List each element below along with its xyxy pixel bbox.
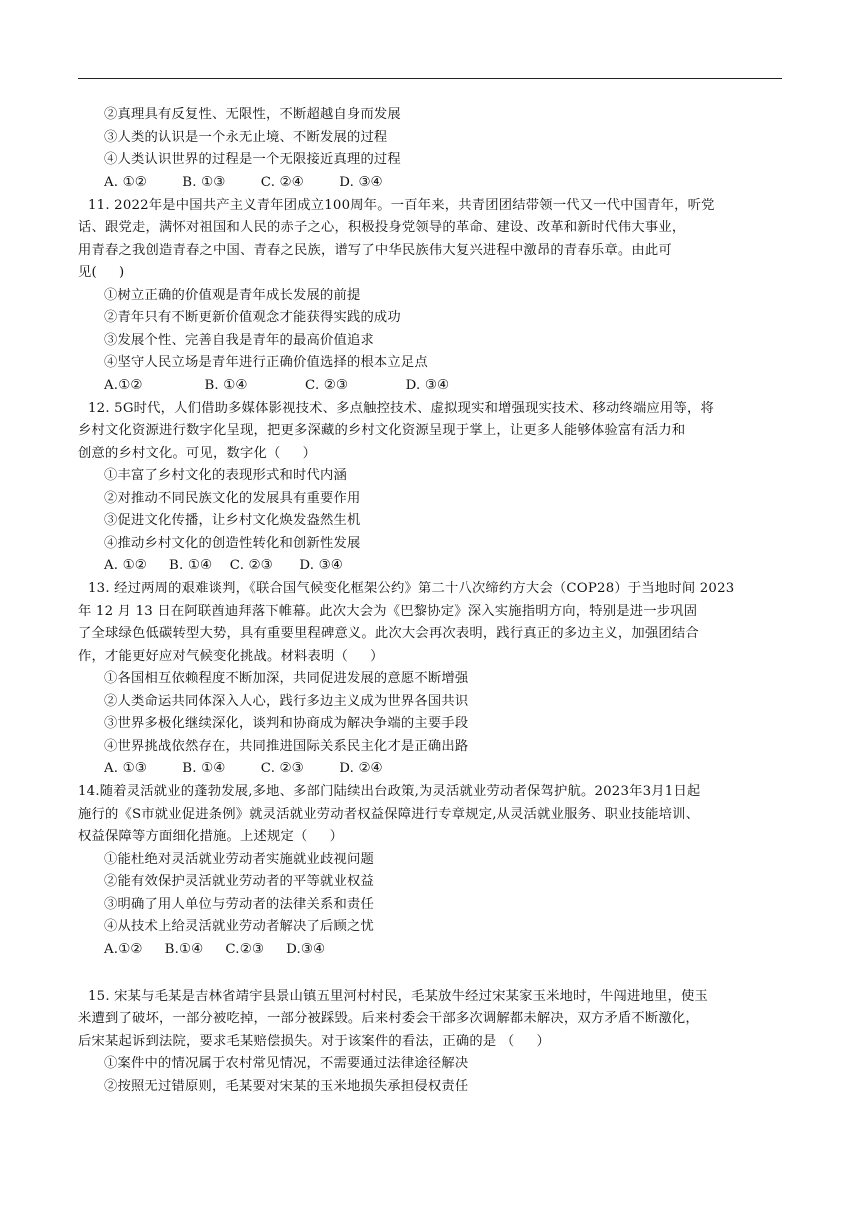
q13-stem-line-2: 年 12 月 13 日在阿联酋迪拜落下帷幕。此次大会为《巴黎协定》深入实施指明方向，特别是进一步巩固 [78,604,698,619]
q10-choices: A. ①② B. ①③ C. ②④ D. ③④ [104,175,383,190]
q15-stem-line-3: 后宋某起诉到法院，要求毛某赔偿损失。对于该案件的看法，正确的是 （ ） [78,1034,550,1049]
q11-stem-line-4: 见( ) [78,265,125,280]
q14-option-4: ④从技术上给灵活就业劳动者解决了后顾之忧 [104,919,374,934]
q12-option-4: ④推动乡村文化的创造性转化和创新性发展 [104,536,361,551]
q14-stem-line-2: 施行的《S市就业促进条例》就灵活就业劳动者权益保障进行专章规定,从灵活就业服务、职业技能培训、 [78,807,700,822]
q11-option-1: ①树立正确的价值观是青年成长发展的前提 [104,288,361,303]
q13-stem-line-1: 13. 经过两周的艰难谈判，《联合国气候变化框架公约》第二十八次缔约方大会（COP28）于当地时间 2023 [88,581,735,596]
q14-option-1: ①能杜绝对灵活就业劳动者实施就业歧视问题 [104,852,374,867]
q12-choices: A. ①② B. ①④ C. ②③ D. ③④ [104,558,343,573]
q11-option-3: ③发展个性、完善自我是青年的最高价值追求 [104,333,374,348]
q10-option-3: ③人类的认识是一个永无止境、不断发展的过程 [104,130,388,145]
q14-stem-line-3: 权益保障等方面细化措施。上述规定（ ） [78,829,344,844]
q15-option-1: ①案件中的情况属于农村常见情况，不需要通过法律途径解决 [104,1056,469,1071]
q13-stem-line-3: 了全球绿色低碳转型大势，具有重要里程碑意义。此次大会再次表明，践行真正的多边主义，加强团结合 [78,626,699,641]
q15-stem-line-2: 米遭到了破坏，一部分被吃掉，一部分被踩毁。后来村委会干部多次调解都未解决，双方矛盾不断激化， [78,1011,699,1026]
q11-stem-line-1: 11. 2022年是中国共产主义青年团成立100周年。一百年来，共青团团结带领一代又一代中国青年，听党 [88,198,715,213]
q14-stem-line-1: 14.随着灵活就业的蓬勃发展,多地、多部门陆续出台政策,为灵活就业劳动者保驾护航。2023年3月1日起 [78,784,701,799]
q15-stem-line-1: 15. 宋某与毛某是吉林省靖宇县景山镇五里河村村民，毛某放牛经过宋某家玉米地时，牛闯进地里，使玉 [88,989,709,1004]
q13-stem-line-4: 作，才能更好应对气候变化挑战。材料表明（ ） [78,649,384,664]
q13-option-1: ①各国相互依赖程度不断加深，共同促进发展的意愿不断增强 [104,671,469,686]
q11-stem-line-2: 话、跟党走，满怀对祖国和人民的赤子之心，积极投身党领导的革命、建设、改革和新时代伟大事业， [78,220,686,235]
q12-option-2: ②对推动不同民族文化的发展具有重要作用 [104,491,361,506]
q11-stem-line-3: 用青春之我创造青春之中国、青春之民族，谱写了中华民族伟大复兴进程中激昂的青春乐章。由此可 [78,243,672,258]
q12-option-1: ①丰富了乡村文化的表现形式和时代内涵 [104,468,347,483]
q14-option-2: ②能有效保护灵活就业劳动者的平等就业权益 [104,874,374,889]
q14-choices: A.①② B.①④ C.②③ D.③④ [104,942,326,957]
q11-option-2: ②青年只有不断更新价值观念才能获得实践的成功 [104,310,401,325]
q11-choices: A.①② B. ①④ C. ②③ D. ③④ [104,378,450,393]
q10-option-2: ②真理具有反复性、无限性，不断超越自身而发展 [104,107,401,122]
q13-option-2: ②人类命运共同体深入人心，践行多边主义成为世界各国共识 [104,694,469,709]
q15-option-2: ②按照无过错原则，毛某要对宋某的玉米地损失承担侵权责任 [104,1079,469,1094]
q13-option-4: ④世界挑战依然存在，共同推进国际关系民主化才是正确出路 [104,739,469,754]
q14-option-3: ③明确了用人单位与劳动者的法律关系和责任 [104,897,374,912]
q11-option-4: ④坚守人民立场是青年进行正确价值选择的根本立足点 [104,355,428,370]
q13-option-3: ③世界多极化继续深化，谈判和协商成为解决争端的主要手段 [104,716,469,731]
q10-option-4: ④人类认识世界的过程是一个无限接近真理的过程 [104,152,401,167]
q12-stem-line-3: 创意的乡村文化。可见，数字化（ ） [78,446,317,461]
q13-choices: A. ①③ B. ①④ C. ②③ D. ②④ [104,761,383,776]
q12-stem-line-2: 乡村文化资源进行数字化呈现，把更多深藏的乡村文化资源呈现于掌上，让更多人能够体验富有活力和 [78,423,686,438]
q12-option-3: ③促进文化传播，让乡村文化焕发盎然生机 [104,513,361,528]
header-rule [78,78,782,79]
q12-stem-line-1: 12. 5G时代，人们借助多媒体影视技术、多点触控技术、虚拟现实和增强现实技术、移动终端应用等，将 [88,401,715,416]
